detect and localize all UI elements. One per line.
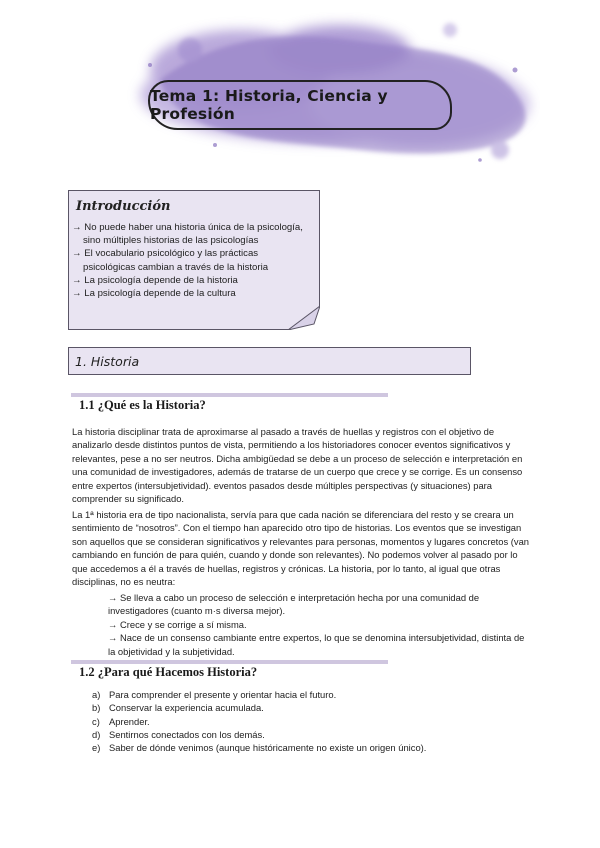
subheading-1-2: 1.2 ¿Para qué Hacemos Historia? — [71, 660, 388, 680]
intro-item: → La psicología depende de la cultura — [72, 288, 236, 300]
intro-list — [72, 221, 320, 300]
list-item: d) Sentirnos conectados con los demás. — [92, 728, 265, 740]
paragraph: La 1ª historia era de tipo nacionalista, servía para que cada nación se diferenciara del resto y se creara un sentimiento de “nosotros”. Con el tiempo han aparecido otro tipo de historias. Los eventos que se investigan son aquellos que se consideran significativos y relevantes para personas, momentos y lugares concretos (van cambiando en función de para quién, cuando y donde son relevantes). No podemos volver al pasado por lo que accedemos a él a través de huellas, registros y crónicas. La historia, por lo tanto, al igual que otras disciplinas, no es neutra: — [72, 509, 530, 588]
indented-list — [108, 591, 528, 658]
lettered-list — [92, 688, 492, 754]
title-frame — [148, 80, 452, 130]
intro-item: → El vocabulario psicológico y las prácticas psicológicas cambian a través de la historia — [72, 248, 269, 273]
intro-title: Introducción — [76, 199, 171, 214]
list-item: → Crece y se corrige a sí misma. — [108, 618, 247, 630]
list-item: c) Aprender. — [92, 715, 150, 727]
list-item: b) Conservar la experiencia acumulada. — [92, 702, 264, 714]
section-heading: 1. Historia — [68, 347, 471, 375]
paragraph: La historia disciplinar trata de aproximarse al pasado a través de huellas y registros con el objetivo de analizarlo desde distintos puntos de vista, permitiendo a los historiadores conocer eventos significativos y relevantes, pese a no ser neutros. Dicha ambigüedad se debe a un proceso de selección e interpretación en una comunidad de investigadores, además de tratarse de un cuerpo que crece y se corrige. Es un consenso entre expertos (intersubjetividad). eventos pasados desde múltiples perspectivas (y situaciones) para comprender su significado. — [72, 426, 523, 505]
page-title: Tema 1: Historia, Ciencia y Profesión — [150, 87, 388, 123]
intro-item: → No puede haber una historia única de la psicología, sino múltiples historias de las psicologías — [72, 222, 303, 247]
subheading-rule — [71, 393, 388, 397]
list-item: → Se lleva a cabo un proceso de selección e interpretación hecha por una comunidad de investigadores (cuanto m·s diversa mejor). — [108, 592, 480, 617]
list-item: e) Saber de dónde venimos (aunque históricamente no existe un origen único). — [92, 742, 427, 754]
subheading-rule — [71, 660, 388, 664]
intro-item: → La psicología depende de la historia — [72, 274, 238, 286]
page-curl-icon — [288, 306, 320, 330]
subheading-1-1: 1.1 ¿Qué es la Historia? — [71, 393, 388, 413]
list-item: a) Para comprender el presente y orientar hacia el futuro. — [92, 689, 337, 700]
list-item: → Nace de un consenso cambiante entre expertos, lo que se denomina intersubjetividad, distinta de la objetividad y la subjetividad. — [108, 632, 525, 657]
